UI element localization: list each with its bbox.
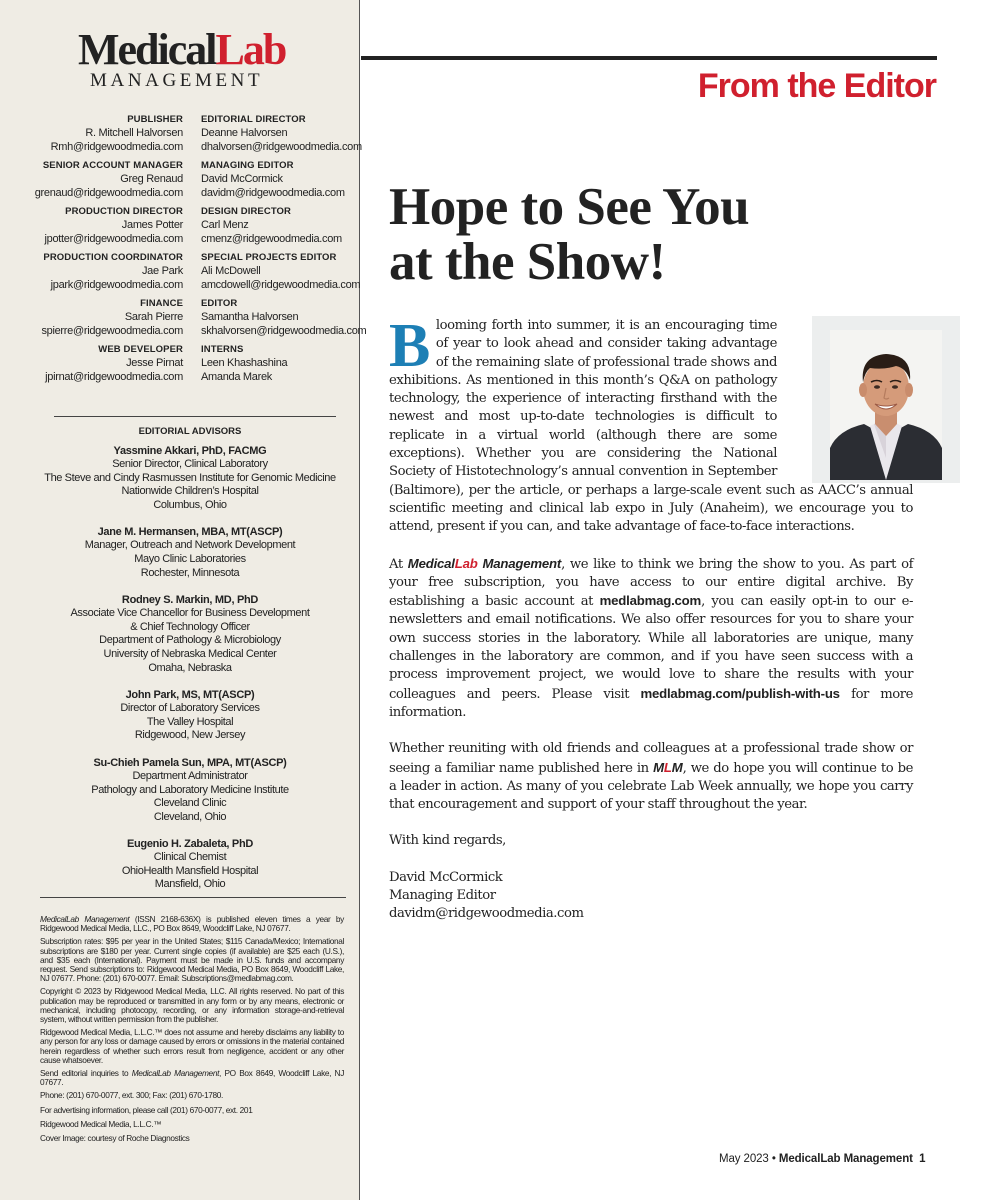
staff-role xyxy=(201,113,362,154)
advisor-entry xyxy=(40,756,340,824)
staff-role-title: PRODUCTION COORDINATOR xyxy=(43,252,183,263)
staff-role-line: jpark@ridgewoodmedia.com xyxy=(50,279,183,291)
logo-lab: Lab xyxy=(215,25,286,74)
section-rule xyxy=(361,56,937,60)
staff-role-line: Ali McDowell xyxy=(201,265,261,277)
photo-wrap-space xyxy=(791,317,925,473)
advisor-detail: Director of Laboratory Services xyxy=(120,702,260,715)
fine-print-divider xyxy=(40,897,346,898)
drop-cap: B xyxy=(389,312,430,380)
staff-role xyxy=(201,159,359,200)
staff-role-line: David McCormick xyxy=(201,173,283,185)
staff-role-line: R. Mitchell Halvorsen xyxy=(85,127,183,139)
page-footer: May 2023 • MedicalLab Management 1 xyxy=(719,1153,926,1165)
fine-print xyxy=(40,915,344,1148)
advisor-detail: University of Nebraska Medical Center xyxy=(103,647,277,660)
advisor-detail: OhioHealth Mansfield Hospital xyxy=(121,864,259,877)
staff-role-line: Deanne Halvorsen xyxy=(201,127,288,139)
subscription-rates: Subscription rates: $95 per year in the United States; $115 Canada/Mexico; International subscriptions are $180 per year. Current single copies (if available) are $25 each (U.S.), and $35 each (International). Payment must be made in U.S. funds and accompany request. Send subscriptions to: Ridgewood Medical Media, PO Box 8649, Woodcliff Lake, NJ 07677. Phone: (201) 670-0077. Email: Subscriptions@medlabmag.com. xyxy=(40,936,344,984)
staff-role-line: davidm@ridgewoodmedia.com xyxy=(201,187,345,199)
editorial-advisors xyxy=(40,425,340,905)
magazine-logo xyxy=(78,25,308,92)
staff-role xyxy=(10,113,183,154)
staff-role-title: EDITOR xyxy=(201,298,238,309)
staff-role-line: grenaud@ridgewoodmedia.com xyxy=(34,187,183,199)
advisor-name: Su-Chieh Pamela Sun, MPA, MT(ASCP) xyxy=(93,756,287,769)
logo-medical: Medical xyxy=(78,25,216,74)
staff-role xyxy=(10,205,183,246)
advisor-name: Eugenio H. Zabaleta, PhD xyxy=(126,838,254,851)
advisor-detail: Cleveland, Ohio xyxy=(153,810,227,823)
advisor-detail: Associate Vice Chancellor for Business Development xyxy=(70,607,310,620)
staff-role-line: Jae Park xyxy=(141,265,183,277)
company-name: Ridgewood Medical Media, L.L.C.™ xyxy=(40,1118,162,1129)
staff-role-line: Sarah Pierre xyxy=(124,311,183,323)
article-headline: Hope to See You at the Show! xyxy=(389,178,750,291)
section-label: From the Editor xyxy=(697,67,936,105)
signature-email: davidm@ridgewoodmedia.com xyxy=(389,906,584,922)
advertising-info: For advertising information, please call (201) 670-0077, ext. 201 xyxy=(40,1104,253,1115)
staff-role-line: cmenz@ridgewoodmedia.com xyxy=(201,233,342,245)
advisor-detail: Pathology and Laboratory Medicine Institute xyxy=(91,783,289,796)
advisor-detail: Omaha, Nebraska xyxy=(148,661,232,674)
advisor-entry xyxy=(40,593,340,675)
staff-role-line: amcdowell@ridgewoodmedia.com xyxy=(201,279,361,291)
cover-credit: Cover Image: courtesy of Roche Diagnostics xyxy=(40,1133,190,1144)
staff-role xyxy=(201,251,359,292)
article-paragraph-2: At MedicalLab Management, we like to think we bring the show to you. As part of your free subscription, you have access to our entire digital archive. By establishing a basic account at medlabmag.com, you can easily opt-in to our e-newsletters and email notifications. We also offer resources for you to share your own success stories in the laboratory. While all laboratories are unique, many challenges in the laboratory are common, and if you have seen success with a process improvement project, we would love to share the results with your colleagues and peers. Please visit medlabmag.com/publish-with-us for more information. xyxy=(389,555,914,720)
advisor-entry xyxy=(40,444,340,512)
staff-role-line: dhalvorsen@ridgewoodmedia.com xyxy=(201,141,362,153)
closing: With kind regards, xyxy=(389,833,506,849)
staff-role-line: James Potter xyxy=(121,219,183,231)
advisor-detail: Cleveland Clinic xyxy=(153,797,227,810)
staff-role-line: jpotter@ridgewoodmedia.com xyxy=(44,233,183,245)
advisor-entry xyxy=(40,525,340,580)
advisor-detail: Department of Pathology & Microbiology xyxy=(99,634,281,647)
signature-block xyxy=(389,869,913,924)
copyright-notice: Copyright © 2023 by Ridgewood Medical Media, LLC. All rights reserved. No part of this publication may be reproduced or transmitted in any form or by any means, electronic or mechanical, including photocopy, recording, or any information storage-and-retrieval system, without written permission from the publisher. xyxy=(40,986,344,1025)
advisor-name: John Park, MS, MT(ASCP) xyxy=(125,689,255,702)
advisor-name: Rodney S. Markin, MD, PhD xyxy=(121,594,259,607)
advisor-detail: Manager, Outreach and Network Development xyxy=(84,539,296,552)
staff-role-line: Greg Renaud xyxy=(120,173,183,185)
staff-role-line: spierre@ridgewoodmedia.com xyxy=(41,325,183,337)
advisor-detail: Rochester, Minnesota xyxy=(140,566,240,579)
staff-role-title: WEB DEVELOPER xyxy=(98,344,183,355)
editorial-inquiries: Send editorial inquiries to MedicalLab Management, PO Box 8649, Woodcliff Lake, NJ 07677. xyxy=(40,1068,344,1088)
masthead-sidebar xyxy=(0,0,367,1200)
staff-role xyxy=(201,343,359,384)
staff-role-title: FINANCE xyxy=(140,298,183,309)
staff-role-title: DESIGN DIRECTOR xyxy=(201,206,292,217)
advisor-list xyxy=(40,444,340,892)
advisor-detail: Mansfield, Ohio xyxy=(154,878,226,891)
staff-role-line: jpirnat@ridgewoodmedia.com xyxy=(45,371,183,383)
staff-role-title: SENIOR ACCOUNT MANAGER xyxy=(42,160,183,171)
advisor-name: Yassmine Akkari, PhD, FACMG xyxy=(113,445,267,457)
editor-letter xyxy=(389,312,914,924)
signature-name: David McCormick xyxy=(389,869,503,885)
staff-role-title: MANAGING EDITOR xyxy=(201,160,294,171)
staff-role xyxy=(10,297,183,338)
staff-role xyxy=(10,343,183,384)
advisor-detail: Nationwide Children’s Hospital xyxy=(121,485,259,498)
article-paragraph-3: Whether reuniting with old friends and colleagues at a professional trade show or seeing a familiar name published here in MLM, we do hope you will continue to be a leader in action. As many of you celebrate Lab Week annually, we hope you carry that encouragement and support of your staff throughout the year. xyxy=(389,741,913,813)
mlm-abbrev: MLM xyxy=(653,759,683,775)
staff-role-line: Leen Khashashina xyxy=(201,357,288,369)
advisors-title: EDITORIAL ADVISORS xyxy=(138,426,242,437)
staff-role xyxy=(10,251,183,292)
liability-notice: Ridgewood Medical Media, L.L.C.™ does not assume and hereby disclaims any liability to any person for any loss or damage caused by errors or omissions in the material contained herein regardless of whether such errors result from negligence, accident or any other cause whatsoever. xyxy=(40,1027,344,1065)
staff-role xyxy=(201,205,359,246)
masthead-divider xyxy=(54,416,336,417)
staff-role-line: skhalvorsen@ridgewoodmedia.com xyxy=(201,325,367,337)
advisor-detail: & Chief Technology Officer xyxy=(130,620,250,633)
staff-role-line: Rmh@ridgewoodmedia.com xyxy=(50,141,183,153)
medlabmag-link[interactable]: medlabmag.com xyxy=(599,593,702,609)
publish-with-us-link[interactable]: medlabmag.com/publish-with-us xyxy=(640,685,840,701)
staff-list-right xyxy=(201,113,367,389)
advisor-detail: Senior Director, Clinical Laboratory xyxy=(112,458,268,470)
staff-role-title: SPECIAL PROJECTS EDITOR xyxy=(201,252,337,263)
staff-role-title: PRODUCTION DIRECTOR xyxy=(65,206,183,217)
advisor-detail: Clinical Chemist xyxy=(153,851,227,864)
staff-list-left xyxy=(10,113,183,389)
page-number: 1 xyxy=(919,1153,926,1165)
signature-title: Managing Editor xyxy=(389,888,496,904)
staff-role xyxy=(201,297,367,338)
advisor-name: Jane M. Hermansen, MBA, MT(ASCP) xyxy=(97,526,283,539)
staff-role-title: INTERNS xyxy=(201,344,244,355)
phone-fax: Phone: (201) 670-0077, ext. 300; Fax: (201) 670-1780. xyxy=(40,1090,224,1101)
brand-name: MedicalLab Management xyxy=(407,555,562,571)
advisor-detail: Department Administrator xyxy=(132,769,248,782)
advisor-detail: Ridgewood, New Jersey xyxy=(134,729,246,742)
staff-role-title: PUBLISHER xyxy=(127,114,183,125)
advisor-detail: Columbus, Ohio xyxy=(153,498,227,511)
staff-role-line: Amanda Marek xyxy=(201,371,272,383)
staff-role xyxy=(10,159,183,200)
advisor-detail: Mayo Clinic Laboratories xyxy=(134,552,246,565)
advisor-entry xyxy=(40,688,340,743)
advisor-detail: The Steve and Cindy Rasmussen Institute for Genomic Medicine xyxy=(44,471,336,484)
advisor-entry xyxy=(40,837,340,892)
issn-notice: MedicalLab Management (ISSN 2168-636X) is published eleven times a year by Ridgewood Medical Media, LLC., PO Box 8649, Woodcliff Lake, NJ 07677. xyxy=(40,914,344,934)
staff-role-title: EDITORIAL DIRECTOR xyxy=(201,114,306,125)
logo-management: MANAGEMENT xyxy=(90,70,264,91)
staff-role-line: Samantha Halvorsen xyxy=(201,311,299,323)
article-paragraph-1: Blooming forth into summer, it is an encouraging time of year to look ahead and consider taking advantage of the remaining slate of professional trade shows and exhibitions. As mentioned in this month’s Q&A on pathology technology, the experience of interacting firsthand with the newest and most up-to-date technologies is difficult to replicate in a virtual world (although there are some exceptions). Whether you are considering the National Society of Histotechnology’s annual convention in September (Baltimore), per the article, or perhaps a large-scale event such as AACC’s annual scientific meeting and clinical lab expo in July (Anaheim), we encourage you to attend, present if you can, and take advantage of face-to-face interactions. xyxy=(389,317,913,537)
staff-role-line: Carl Menz xyxy=(201,219,249,231)
staff-role-line: Jesse Pirnat xyxy=(126,357,183,369)
advisor-detail: The Valley Hospital xyxy=(146,715,234,728)
